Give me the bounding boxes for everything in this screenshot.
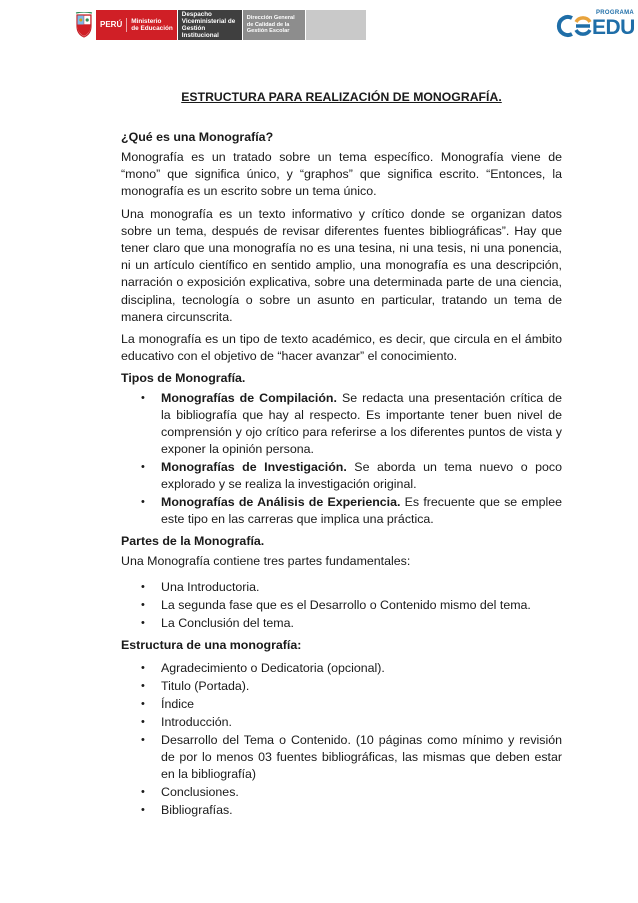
list-item-text: Titulo (Portada). bbox=[161, 678, 250, 693]
bullet-icon: • bbox=[141, 733, 145, 746]
list-item-text: La Conclusión del tema. bbox=[161, 615, 294, 630]
partes-list bbox=[121, 579, 562, 632]
section-heading-estructura: Estructura de una monografía: bbox=[121, 637, 302, 652]
bullet-icon: • bbox=[141, 803, 145, 816]
list-item bbox=[121, 615, 562, 632]
tipo-description: Se aborda un tema nuevo o poco explorado y se realiza la investigación original. bbox=[161, 460, 562, 492]
bullet-icon: • bbox=[141, 697, 145, 710]
list-item bbox=[121, 660, 562, 677]
document-title: ESTRUCTURA PARA REALIZACIÓN DE MONOGRAFÍA. bbox=[181, 90, 502, 104]
direccion-block bbox=[243, 10, 305, 40]
programa-label: PROGRAMA bbox=[596, 10, 635, 16]
despacho-line-1: Despacho bbox=[181, 10, 212, 18]
list-item-text: Desarrollo del Tema o Contenido. (10 páginas como mínimo y revisión de por lo menos 03 fuentes bibliográficas, las mismas que deben estar en la bibliografía) bbox=[161, 732, 562, 781]
peru-label: PERÚ bbox=[100, 20, 123, 30]
page-header bbox=[0, 8, 638, 42]
bullet-icon: • bbox=[141, 598, 145, 611]
peru-coat-of-arms-icon bbox=[74, 10, 94, 40]
programa-edu-logo bbox=[554, 8, 635, 42]
ministerio-line-2: de Educación bbox=[131, 25, 173, 32]
list-item bbox=[121, 678, 562, 695]
list-item bbox=[121, 459, 562, 493]
list-item-text: Índice bbox=[161, 696, 195, 711]
bullet-icon: • bbox=[141, 580, 145, 593]
direccion-line-1: Dirección General bbox=[246, 15, 295, 22]
tipo-name: Monografías de Investigación. bbox=[161, 460, 347, 475]
despacho-line-2: Viceministerial de bbox=[181, 17, 236, 25]
bullet-icon: • bbox=[141, 392, 145, 405]
bullet-icon: • bbox=[141, 715, 145, 728]
paragraph-texto-academico: La monografía es un tipo de texto académico, es decir, que circula en el ámbito educativo con el objetivo de “hacer avanzar” el conocimiento. bbox=[121, 332, 562, 364]
bullet-icon: • bbox=[141, 661, 145, 674]
edu-label: EDU bbox=[592, 16, 635, 39]
list-item bbox=[121, 494, 562, 528]
tipo-description: Es frecuente que se emplee este tipo en las carreras que implica una práctica. bbox=[161, 495, 563, 527]
despacho-line-3: Gestión Institucional bbox=[181, 25, 219, 40]
list-item bbox=[121, 802, 562, 819]
list-item bbox=[121, 784, 562, 801]
list-item-text: Bibliografías. bbox=[161, 802, 233, 817]
list-item-text: Agradecimiento o Dedicatoria (opcional). bbox=[161, 660, 385, 675]
despacho-block bbox=[178, 10, 242, 40]
bullet-icon: • bbox=[141, 496, 145, 509]
list-item-text: La segunda fase que es el Desarrollo o Contenido mismo del tema. bbox=[161, 597, 531, 612]
list-item bbox=[121, 696, 562, 713]
ce-logo-icon bbox=[556, 14, 592, 38]
estructura-list bbox=[121, 660, 562, 819]
list-item-text: Introducción. bbox=[161, 714, 232, 729]
tipo-name: Monografías de Análisis de Experiencia. bbox=[161, 495, 401, 510]
blank-gray-block bbox=[306, 10, 366, 40]
list-item bbox=[121, 732, 562, 783]
ministerio-line-1: Ministerio bbox=[131, 17, 162, 25]
list-item-text: Una Introductoria. bbox=[161, 579, 260, 594]
peru-ministerio-block bbox=[96, 10, 177, 40]
paragraph-texto-informativo: Una monografía es un texto informativo y crítico donde se organizan datos sobre un tema, después de revisar diferentes fuentes bibliográficas”. Hay que tener claro que una monografía no es una tesina, ni una tesis, ni una ponencia, ni un artículo científico en sentido amplio, una monografía es una descripción, narración o exposición explicativa, sobre una determinada parte de una ciencia, disciplina, tecnología o sobre un asunto en particular, tratando un tema de manera circunscrita. bbox=[121, 206, 562, 324]
bullet-icon: • bbox=[141, 785, 145, 798]
document-body bbox=[121, 90, 562, 824]
bullet-icon: • bbox=[141, 616, 145, 629]
ministerio-label bbox=[126, 18, 173, 33]
tipo-name: Monografías de Compilación. bbox=[161, 391, 337, 406]
section-heading-tipos: Tipos de Monografía. bbox=[121, 371, 246, 386]
list-item bbox=[121, 390, 562, 458]
direccion-line-3: Gestión Escolar bbox=[246, 28, 290, 35]
list-item bbox=[121, 597, 562, 614]
bullet-icon: • bbox=[141, 461, 145, 474]
tipos-list bbox=[121, 390, 562, 528]
paragraph-partes-intro: Una Monografía contiene tres partes fundamentales: bbox=[121, 554, 411, 569]
list-item-text: Conclusiones. bbox=[161, 784, 239, 799]
paragraph-definicion: Monografía es un tratado sobre un tema específico. Monografía viene de “mono” que significa único, y “graphos” que significa escrito. “Entonces, la monografía es un escrito sobre un tema único. bbox=[121, 150, 562, 199]
section-heading-que-es: ¿Qué es una Monografía? bbox=[121, 130, 274, 144]
direccion-line-2: de Calidad de la bbox=[246, 21, 290, 28]
tipo-description: Se redacta una presentación crítica de la bibliografía que hay al respecto. Es importante tener buen nivel de comprensión y ojo crítico para referirse a los diferentes puntos de vista y exponer la opinión persona. bbox=[161, 391, 562, 457]
list-item bbox=[121, 579, 562, 596]
bullet-icon: • bbox=[141, 679, 145, 692]
minedu-logo-strip bbox=[74, 10, 366, 40]
section-heading-partes: Partes de la Monografía. bbox=[121, 534, 265, 549]
list-item bbox=[121, 714, 562, 731]
